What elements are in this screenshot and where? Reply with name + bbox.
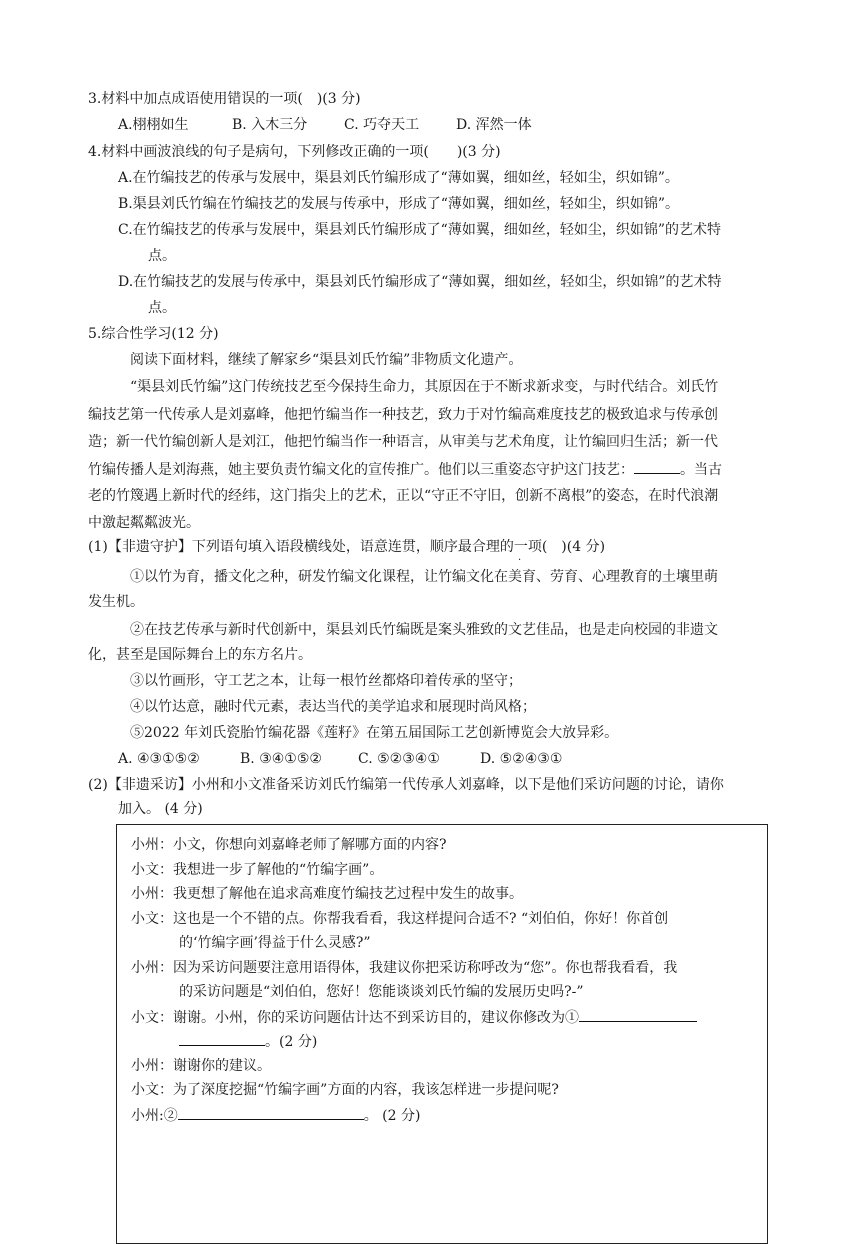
dialog-line-6-score: 。(2 分)	[265, 1034, 318, 1050]
q5-sub1-option-d: D. ⑤②④③①	[480, 751, 563, 767]
dialog-line-4-cont: 的‘竹编字画’得益于什么灵感?”	[179, 935, 371, 951]
q5-sub1-item-1: ①以竹为育，播文化之种，研发竹编文化课程，让竹编文化在美育、劳育、心理教育的土壤里萌	[130, 569, 718, 585]
q5-sub1-item-5: ⑤2022 年刘氏瓷胎竹编花器《莲籽》在第五届国际工艺创新博览会大放异彩。	[130, 725, 619, 741]
dialog-line-9-text: 小州:②	[131, 1108, 178, 1124]
q5-passage-line-4-tail: 。当古	[680, 462, 722, 478]
emphasis-dot: ·	[518, 555, 522, 566]
q5-passage-line-1: “渠县刘氏竹编”这门传统技艺至今保持生命力，其原因在于不断求新求变，与时代结合。刘氏竹	[130, 379, 719, 395]
q5-sub2-stem-cont: 加入。 (4 分)	[118, 801, 203, 817]
q5-sub1-item-2: ②在技艺传承与新时代创新中，渠县刘氏竹编既是案头雅致的文艺佳品，也是走向校园的非遗文	[130, 622, 718, 638]
dialog-line-5-cont: 的采访问题是“刘伯伯，您好！您能谈谈刘氏竹编的发展历史吗?-”	[179, 984, 584, 1000]
q3-option-b: B. 入木三分	[232, 117, 308, 133]
q5-passage-line-2: 编技艺第一代传承人是刘嘉峰，他把竹编当作一种技艺，致力于对竹编高难度技艺的极致追求与传承创	[88, 407, 718, 423]
q5-sub1-option-a: A. ④③①⑤②	[118, 751, 200, 767]
answer-blank[interactable]	[634, 459, 680, 474]
q5-sub1-option-b: B. ③④①⑤②	[240, 751, 322, 767]
dialog-box	[116, 824, 768, 1244]
dialog-line-5: 小州：因为采访问题要注意用语得体，我建议你把采访称呼改为“您”。你也帮我看看，我	[131, 960, 678, 976]
dialog-line-7: 小州：谢谢你的建议。	[131, 1058, 271, 1074]
dialog-line-8: 小文：为了深度挖掘“竹编字画”方面的内容，我该怎样进一步提问呢?	[131, 1082, 559, 1098]
dialog-line-4: 小文：这也是一个不错的点。你帮我看看，我这样提问合适不? “刘伯伯，你好！你首创	[131, 911, 669, 927]
dialog-line-9	[131, 1105, 420, 1126]
q4-option-c: C.在竹编技艺的传承与发展中，渠县刘氏竹编形成了“薄如翼，细如丝，轻如尘，织如锦”的艺术特	[118, 222, 721, 238]
dialog-line-1: 小州：小文，你想向刘嘉峰老师了解哪方面的内容?	[131, 837, 447, 853]
dialog-line-2: 小文：我想进一步了解他的“竹编字画”。	[131, 862, 384, 878]
answer-blank-2[interactable]	[178, 1105, 364, 1120]
q4-option-b: B.渠县刘氏竹编在竹编技艺的发展与传承中，形成了“薄如翼，细如丝，轻如尘，织如锦”。	[118, 196, 680, 212]
q5-passage-line-4-text: 竹编传播人是刘海燕，她主要负责竹编文化的宣传推广。他们以三重姿态守护这门技艺：	[88, 462, 634, 478]
q5-sub1-stem: (1)【非遗守护】下列语句填入语段横线处，语意连贯，顺序最合理的一项( )(4 分)	[88, 539, 606, 555]
q4-stem: 4.材料中画波浪线的句子是病句，下列修改正确的一项( )(3 分)	[88, 144, 501, 160]
q4-option-a: A.在竹编技艺的传承与发展中，渠县刘氏竹编形成了“薄如翼，细如丝，轻如尘，织如锦”。	[118, 170, 679, 186]
q5-sub2-stem: (2)【非遗采访】小州和小文准备采访刘氏竹编第一代传承人刘嘉峰，以下是他们采访问题的讨论，请你	[88, 777, 724, 793]
q5-stem: 5.综合性学习(12 分)	[88, 326, 219, 342]
q3-option-d: D. 浑然一体	[456, 117, 532, 133]
dialog-line-9-score: 。 (2 分)	[363, 1108, 421, 1124]
answer-blank-1-cont[interactable]	[179, 1031, 265, 1046]
dialog-line-6-cont	[179, 1031, 317, 1052]
q5-passage-line-3: 造；新一代竹编创新人是刘江，他把竹编当作一种语言，从审美与艺术角度，让竹编回归生活；新一代	[88, 434, 718, 450]
q5-sub1-option-c: C. ⑤②③④①	[358, 751, 440, 767]
q5-sub1-item-3: ③以竹画形，守工艺之本，让每一根竹丝都烙印着传承的坚守；	[130, 673, 522, 689]
q4-option-c-cont: 点。	[148, 248, 176, 264]
dialog-line-6-text: 小文：谢谢。小州，你的采访问题估计达不到采访目的，建议你修改为①	[131, 1010, 579, 1026]
q5-passage-line-4	[88, 459, 722, 480]
q5-passage-line-5: 老的竹篾遇上新时代的经纬，这门指尖上的艺术，正以“守正不守旧，创新不离根”的姿态，在时代浪潮	[88, 488, 719, 504]
q5-sub1-item-2-cont: 化，甚至是国际舞台上的东方名片。	[88, 647, 312, 663]
dialog-line-3: 小州：我更想了解他在追求高难度竹编技艺过程中发生的故事。	[131, 886, 523, 902]
q3-option-c: C. 巧夺天工	[344, 117, 420, 133]
q5-intro: 阅读下面材料，继续了解家乡“渠县刘氏竹编”非物质文化遗产。	[130, 352, 523, 368]
q3-stem: 3.材料中加点成语使用错误的一项( )(3 分)	[88, 91, 361, 107]
q4-option-d: D.在竹编技艺的发展与传承中，渠县刘氏竹编形成了“薄如翼，细如丝，轻如尘，织如锦”的艺术特	[118, 274, 722, 290]
q3-option-a: A.栩栩如生	[118, 117, 189, 133]
q5-sub1-item-1-cont: 发生机。	[88, 594, 144, 610]
q5-passage-line-6: 中激起粼粼波光。	[88, 515, 200, 531]
dialog-line-6	[131, 1007, 697, 1028]
q4-option-d-cont: 点。	[148, 300, 176, 316]
answer-blank-1[interactable]	[579, 1007, 697, 1022]
q5-sub1-item-4: ④以竹达意，融时代元素，表达当代的美学追求和展现时尚风格；	[130, 699, 536, 715]
